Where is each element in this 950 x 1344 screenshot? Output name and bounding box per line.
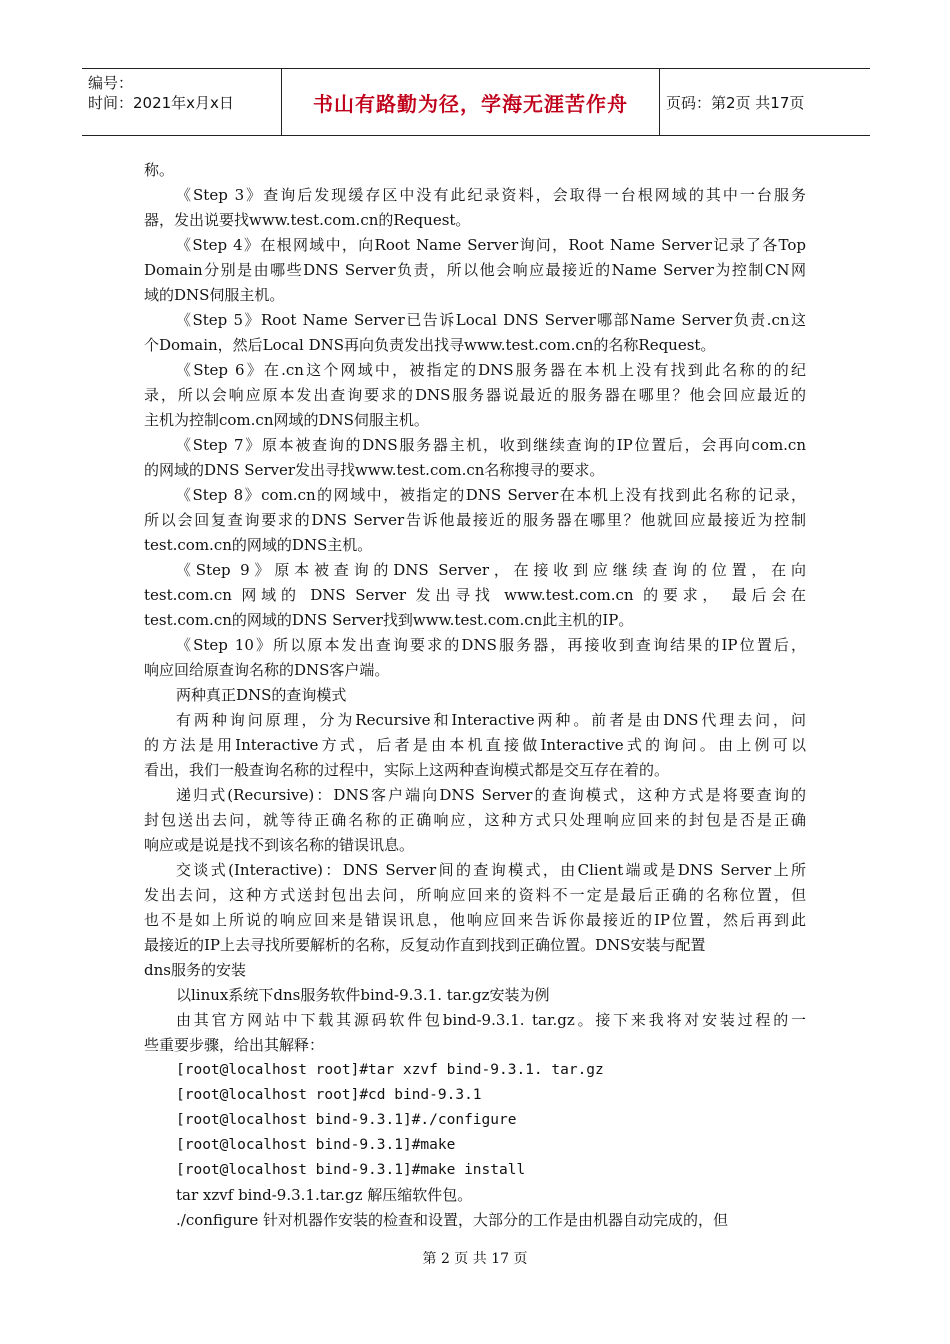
text-line: 也不是如上所说的响应回来是错误讯息，他响应回来告诉你最接近的IP位置，然后再到此 [144, 911, 806, 929]
text-line: 《Step 7》原本被查询的DNS服务器主机，收到继续查询的IP位置后，会再向com.cn [176, 436, 806, 454]
page-footer: 第 2 页 共 17 页 [422, 1251, 528, 1267]
text-line: 的方法是用Interactive方式，后者是由本机直接做Interactive式的询问。由上例可以 [144, 736, 806, 754]
text-line: 器，发出说要找www.test.com.cn的Request。 [144, 211, 471, 229]
text-line: 封包送出去问，就等待正确名称的正确响应，这种方式只处理响应回来的封包是否是正确 [144, 811, 806, 829]
text-line: 响应或是说是找不到该名称的错误讯息。 [144, 836, 415, 854]
text-line: ./configure 针对机器作安装的检查和设置，大部分的工作是由机器自动完成的，但 [176, 1211, 729, 1229]
section-heading: dns服务的安装 [144, 961, 246, 979]
text-line: 发出去问，这种方式送封包出去问，所响应回来的资料不一定是最后正确的名称位置，但 [144, 886, 806, 904]
text-line: 最接近的IP上去寻找所要解析的名称，反复动作直到找到正确位置。DNS安装与配置 [144, 936, 706, 954]
text-line: 《Step 10》所以原本发出查询要求的DNS服务器，再接收到查询结果的IP位置后， [176, 636, 806, 654]
text-line: 《Step 3》查询后发现缓存区中没有此纪录资料，会取得一台根网域的其中一台服务 [176, 186, 806, 204]
text-line: 递归式(Recursive)：DNS客户端向DNS Server的查询模式，这种方式是将要查询的 [176, 786, 806, 804]
code-line: [root@localhost bind-9.3.1]#make [176, 1137, 456, 1153]
text-line: 个Domain，然后Local DNS再向负责发出找寻www.test.com.cn的名称Request。 [144, 336, 716, 354]
text-line: 域的DNS伺服主机。 [144, 286, 285, 304]
code-line: [root@localhost root]#tar xzvf bind-9.3.1. tar.gz [176, 1062, 604, 1078]
text-line: 《Step 8》com.cn的网域中，被指定的DNS Server在本机上没有找到此名称的记录， [176, 486, 806, 504]
page-info: 页码：第2页 共17页 [666, 93, 805, 112]
text-line: 响应回给原查询名称的DNS客户端。 [144, 661, 390, 679]
text-line: Domain分别是由哪些DNS Server负责，所以他会响应最接近的Name Server为控制CN网 [144, 261, 806, 279]
text-line: test.com.cn的网域的DNS主机。 [144, 536, 373, 554]
text-line: test.com.cn 网域的 DNS Server 发出寻找 www.test.com.cn 的要求， 最后会在 [144, 586, 806, 604]
section-heading: 两种真正DNS的查询模式 [176, 686, 347, 704]
text-line: 看出，我们一般查询名称的过程中，实际上这两种查询模式都是交互存在着的。 [144, 761, 670, 779]
text-line: 录，所以会响应原本发出查询要求的DNS服务器说最近的服务器在哪里？他会回应最近的 [144, 386, 806, 404]
text-line: 有两种询问原理，分为Recursive和Interactive两种。前者是由DNS代理去问，问 [176, 711, 806, 729]
text-line: 《Step 6》在.cn这个网域中，被指定的DNS服务器在本机上没有找到此名称的的纪 [176, 361, 806, 379]
text-line: 《Step 5》Root Name Server已告诉Local DNS Server哪部Name Server负责.cn这 [176, 311, 806, 329]
text-line: 的网域的DNS Server发出寻找www.test.com.cn名称搜寻的要求。 [144, 461, 605, 479]
text-line: 《Step 9》原本被查询的DNS Server，在接收到应继续查询的位置，在向 [176, 561, 806, 579]
text-line: 以linux系统下dns服务软件bind-9.3.1. tar.gz安装为例 [176, 986, 550, 1004]
text-line: tar xzvf bind-9.3.1.tar.gz 解压缩软件包。 [176, 1186, 473, 1204]
text-line: 些重要步骤，给出其解释： [144, 1036, 325, 1054]
text-line: 交谈式(Interactive)：DNS Server间的查询模式，由Client端或是DNS Server上所 [176, 861, 806, 879]
text-line: 主机为控制com.cn网域的DNS伺服主机。 [144, 411, 429, 429]
text-line: 《Step 4》在根网域中，向Root Name Server询问，Root Name Server记录了各Top [176, 236, 806, 254]
number-label: 编号： [88, 74, 134, 92]
text-line: 由其官方网站中下载其源码软件包bind-9.3.1. tar.gz。接下来我将对安装过程的一 [176, 1011, 806, 1029]
code-line: [root@localhost root]#cd bind-9.3.1 [176, 1087, 482, 1103]
text-line: 所以会回复查询要求的DNS Server告诉他最接近的服务器在哪里？他就回应最接近为控制 [144, 511, 806, 529]
motto: 书山有路勤为径，学海无涯苦作舟 [313, 91, 628, 116]
text-line: 称。 [144, 161, 175, 179]
time-label: 时间：2021年x月x日 [88, 94, 234, 112]
code-line: [root@localhost bind-9.3.1]#make install [176, 1162, 526, 1178]
text-line: test.com.cn的网域的DNS Server找到www.test.com.cn此主机的IP。 [144, 611, 634, 629]
code-line: [root@localhost bind-9.3.1]#./configure [176, 1112, 517, 1128]
